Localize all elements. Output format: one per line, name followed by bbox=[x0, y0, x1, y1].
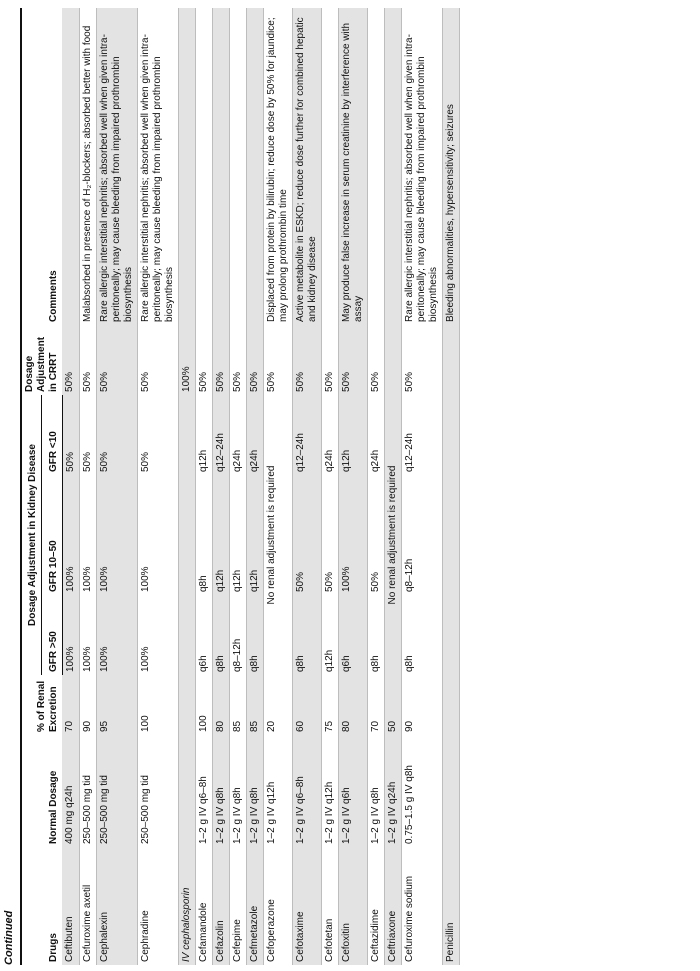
cell-gfr-gt50: q6h bbox=[197, 655, 209, 672]
cell-crrt: 50% bbox=[139, 371, 151, 392]
cell-gfr-lt10 bbox=[178, 395, 195, 475]
cell-normal-dosage: 1–2 g IV q6–8h bbox=[292, 735, 321, 847]
header-gfr-gt50: GFR >50 bbox=[42, 595, 62, 675]
cell-drug: IV cephalosporin bbox=[178, 847, 195, 965]
cell-gfr-lt10: q24h bbox=[231, 449, 243, 472]
continued-caption: Continued bbox=[3, 910, 15, 965]
cell-gfr-10-50: 100% bbox=[81, 566, 93, 592]
cell-renal-excretion: 70 bbox=[369, 720, 381, 732]
cell-drug: Cefotetan bbox=[323, 918, 335, 962]
cell-renal-excretion bbox=[442, 675, 459, 735]
cell-comments bbox=[321, 8, 338, 325]
cell-comments bbox=[195, 8, 212, 325]
cell-drug: Cefmetazole bbox=[246, 847, 263, 965]
cell-gfr-10-50: q8–12h bbox=[403, 558, 415, 592]
table-row bbox=[62, 8, 79, 965]
cell-crrt: 100% bbox=[178, 325, 195, 395]
cell-drug: Cefepime bbox=[231, 919, 243, 962]
cell-gfr-lt10: q12–24h bbox=[403, 433, 415, 472]
cell-no-adjustment: No renal adjustment is required bbox=[384, 395, 401, 675]
cell-crrt: 50% bbox=[231, 371, 243, 392]
cell-drug: Cefamandole bbox=[197, 902, 209, 962]
cell-drug: Cefotaxime bbox=[292, 847, 321, 965]
header-comments: Comments bbox=[21, 8, 62, 325]
table-row bbox=[246, 8, 263, 965]
cell-drug: Cephradine bbox=[139, 910, 151, 962]
cell-drug: Ceftibuten bbox=[62, 847, 79, 965]
cell-comments: May produce false increase in serum creatinine by interference with assay bbox=[338, 8, 367, 325]
cell-normal-dosage: 1–2 g IV q8h bbox=[246, 735, 263, 847]
cell-gfr-gt50: 100% bbox=[81, 646, 93, 672]
cell-gfr-gt50: q6h bbox=[338, 595, 367, 675]
cell-renal-excretion: 80 bbox=[212, 675, 229, 735]
table-row bbox=[195, 8, 212, 965]
cell-comments: Rare allergic interstitial nephritis; absorbed well when given intra-peritoneally; may cause bleeding from impaired prothrombin biosynthesis bbox=[139, 34, 175, 322]
cell-gfr-lt10: q24h bbox=[323, 449, 335, 472]
cell-comments bbox=[367, 8, 384, 325]
table-row bbox=[79, 8, 96, 965]
table-row bbox=[321, 8, 338, 965]
cell-gfr-gt50: 100% bbox=[139, 646, 151, 672]
cell-drug: Penicillin bbox=[442, 847, 459, 965]
cell-drug: Cefazolin bbox=[212, 847, 229, 965]
cell-gfr-lt10: q12h bbox=[197, 449, 209, 472]
cell-renal-excretion: 100 bbox=[139, 715, 151, 732]
table-row bbox=[178, 8, 195, 965]
cell-crrt: 50% bbox=[265, 371, 277, 392]
cell-renal-excretion: 20 bbox=[265, 720, 277, 732]
cell-comments: Malabsorbed in presence of H₂-blockers; absorbed better with food bbox=[81, 25, 93, 322]
cell-normal-dosage: 250–500 mg tid bbox=[139, 775, 151, 844]
table-row bbox=[96, 8, 137, 965]
cell-renal-excretion: 85 bbox=[231, 720, 243, 732]
table-row bbox=[212, 8, 229, 965]
cell-normal-dosage: 1–2 g IV q6–8h bbox=[197, 776, 209, 844]
cell-gfr-lt10: 50% bbox=[62, 395, 79, 475]
table-row bbox=[229, 8, 246, 965]
cell-drug: Cefuroxime sodium bbox=[403, 875, 415, 962]
cell-gfr-10-50: 50% bbox=[323, 571, 335, 592]
cell-crrt: 50% bbox=[292, 325, 321, 395]
cell-crrt: 50% bbox=[323, 371, 335, 392]
cell-gfr-10-50: 100% bbox=[62, 475, 79, 595]
cell-normal-dosage bbox=[178, 735, 195, 847]
cell-comments: Active metabolite in ESKD; reduce dose further for combined hepatic and kidney disease bbox=[292, 8, 321, 325]
cell-renal-excretion bbox=[178, 675, 195, 735]
cell-gfr-10-50: 100% bbox=[96, 475, 137, 595]
cell-renal-excretion: 75 bbox=[323, 720, 335, 732]
cell-gfr-10-50: q12h bbox=[212, 475, 229, 595]
cell-normal-dosage: 1–2 g IV q24h bbox=[384, 735, 401, 847]
header-renal-excretion: % of Renal Excretion bbox=[21, 675, 62, 735]
cell-drug: Ceftriaxone bbox=[384, 847, 401, 965]
cell-normal-dosage: 0.75–1.5 g IV q8h bbox=[403, 765, 415, 844]
cell-comments: Bleeding abnormalities, hypersensitivity; seizures bbox=[442, 8, 459, 325]
table-row bbox=[442, 8, 459, 965]
cell-comments bbox=[212, 8, 229, 325]
cell-crrt: 50% bbox=[369, 371, 381, 392]
cell-gfr-gt50: q8h bbox=[246, 595, 263, 675]
cell-normal-dosage: 400 mg q24h bbox=[62, 735, 79, 847]
table-row bbox=[292, 8, 321, 965]
table-row bbox=[367, 8, 384, 965]
cell-comments: Displaced from protein by bilirubin; reduce dose by 50% for jaundice; may prolong prothrombin time bbox=[265, 17, 289, 322]
cell-comments bbox=[384, 8, 401, 325]
cell-comments bbox=[229, 8, 246, 325]
cell-comments bbox=[246, 8, 263, 325]
cell-drug: Cephalexin bbox=[96, 847, 137, 965]
cell-gfr-gt50: q8h bbox=[292, 595, 321, 675]
cell-crrt: 50% bbox=[246, 325, 263, 395]
cell-crrt bbox=[384, 325, 401, 395]
cell-drug: Cefoperazone bbox=[265, 899, 277, 962]
cell-no-adjustment: No renal adjustment is required bbox=[265, 465, 277, 605]
cell-comments: Rare allergic interstitial nephritis; absorbed well when given intra-peritoneally; may cause bleeding from impaired prothrombin biosynthesis bbox=[403, 34, 439, 322]
cell-crrt: 50% bbox=[338, 325, 367, 395]
cell-renal-excretion: 100 bbox=[197, 715, 209, 732]
cell-normal-dosage: 1–2 g IV q8h bbox=[231, 787, 243, 844]
cell-gfr-gt50 bbox=[178, 595, 195, 675]
table-row bbox=[263, 8, 292, 965]
cell-renal-excretion: 60 bbox=[292, 675, 321, 735]
cell-renal-excretion: 90 bbox=[81, 720, 93, 732]
cell-renal-excretion: 70 bbox=[62, 675, 79, 735]
header-crrt: Dosage Adjustment in CRRT bbox=[21, 325, 62, 395]
header-gfr-10-50: GFR 10–50 bbox=[42, 475, 62, 595]
cell-normal-dosage: 1–2 g IV q6h bbox=[338, 735, 367, 847]
cell-normal-dosage: 1–2 g IV q12h bbox=[323, 781, 335, 844]
cell-renal-excretion: 95 bbox=[96, 675, 137, 735]
cell-renal-excretion: 80 bbox=[338, 675, 367, 735]
cell-drug: Ceftazidime bbox=[369, 909, 381, 962]
cell-normal-dosage: 1–2 g IV q8h bbox=[212, 735, 229, 847]
cell-gfr-lt10: q24h bbox=[246, 395, 263, 475]
cell-crrt: 50% bbox=[81, 371, 93, 392]
cell-gfr-gt50: q8h bbox=[403, 655, 415, 672]
cell-gfr-10-50: q12h bbox=[231, 569, 243, 592]
cell-comments bbox=[62, 8, 79, 325]
cell-comments: Rare allergic interstitial nephritis; absorbed well when given intra-peritoneally; may cause bleeding from impaired prothrombin biosynthesis bbox=[96, 8, 137, 325]
cell-comments bbox=[178, 8, 195, 325]
cell-gfr-gt50: q8–12h bbox=[231, 638, 243, 672]
cell-gfr-10-50 bbox=[442, 475, 459, 595]
header-gfr-lt10: GFR <10 bbox=[42, 395, 62, 475]
cell-gfr-10-50: 50% bbox=[369, 571, 381, 592]
cell-normal-dosage: 250–500 mg tid bbox=[81, 775, 93, 844]
cell-crrt: 50% bbox=[212, 325, 229, 395]
cell-gfr-gt50 bbox=[442, 595, 459, 675]
cell-gfr-10-50 bbox=[178, 475, 195, 595]
cell-renal-excretion: 85 bbox=[246, 675, 263, 735]
header-normal-dosage: Normal Dosage bbox=[21, 735, 62, 847]
table-row bbox=[338, 8, 367, 965]
cell-normal-dosage: 250–500 mg tid bbox=[96, 735, 137, 847]
table-row bbox=[137, 8, 178, 965]
cell-gfr-10-50: 100% bbox=[139, 566, 151, 592]
cell-drug: Cefuroxime axetil bbox=[81, 884, 93, 962]
cell-gfr-gt50: 100% bbox=[96, 595, 137, 675]
table-body bbox=[62, 8, 459, 965]
header-kidney-disease-group: Dosage Adjustment in Kidney Disease bbox=[21, 395, 42, 675]
cell-gfr-10-50: 50% bbox=[292, 475, 321, 595]
cell-normal-dosage: 1–2 g IV q12h bbox=[265, 781, 277, 844]
dosage-table bbox=[20, 8, 460, 965]
cell-crrt bbox=[442, 325, 459, 395]
cell-gfr-lt10: 50% bbox=[139, 451, 151, 472]
cell-gfr-gt50: q8h bbox=[369, 655, 381, 672]
cell-gfr-lt10 bbox=[442, 395, 459, 475]
cell-crrt: 50% bbox=[197, 371, 209, 392]
cell-renal-excretion: 50 bbox=[384, 675, 401, 735]
cell-gfr-10-50: q8h bbox=[197, 575, 209, 592]
cell-gfr-lt10: 50% bbox=[81, 451, 93, 472]
cell-gfr-gt50: q8h bbox=[212, 595, 229, 675]
cell-gfr-lt10: q12–24h bbox=[292, 395, 321, 475]
cell-gfr-lt10: q24h bbox=[369, 449, 381, 472]
cell-crrt: 50% bbox=[96, 325, 137, 395]
cell-gfr-10-50: 100% bbox=[338, 475, 367, 595]
cell-normal-dosage bbox=[442, 735, 459, 847]
cell-renal-excretion: 90 bbox=[403, 720, 415, 732]
cell-gfr-gt50: q12h bbox=[323, 649, 335, 672]
cell-gfr-lt10: q12–24h bbox=[212, 395, 229, 475]
cell-normal-dosage: 1–2 g IV q8h bbox=[369, 787, 381, 844]
table-row bbox=[401, 8, 442, 965]
header-drugs: Drugs bbox=[21, 847, 62, 965]
cell-gfr-lt10: 50% bbox=[96, 395, 137, 475]
cell-gfr-gt50: 100% bbox=[62, 595, 79, 675]
cell-gfr-lt10: q12h bbox=[338, 395, 367, 475]
cell-gfr-10-50: q12h bbox=[246, 475, 263, 595]
cell-crrt: 50% bbox=[403, 371, 415, 392]
cell-crrt: 50% bbox=[62, 325, 79, 395]
cell-drug: Cefoxitin bbox=[338, 847, 367, 965]
table-row bbox=[384, 8, 401, 965]
